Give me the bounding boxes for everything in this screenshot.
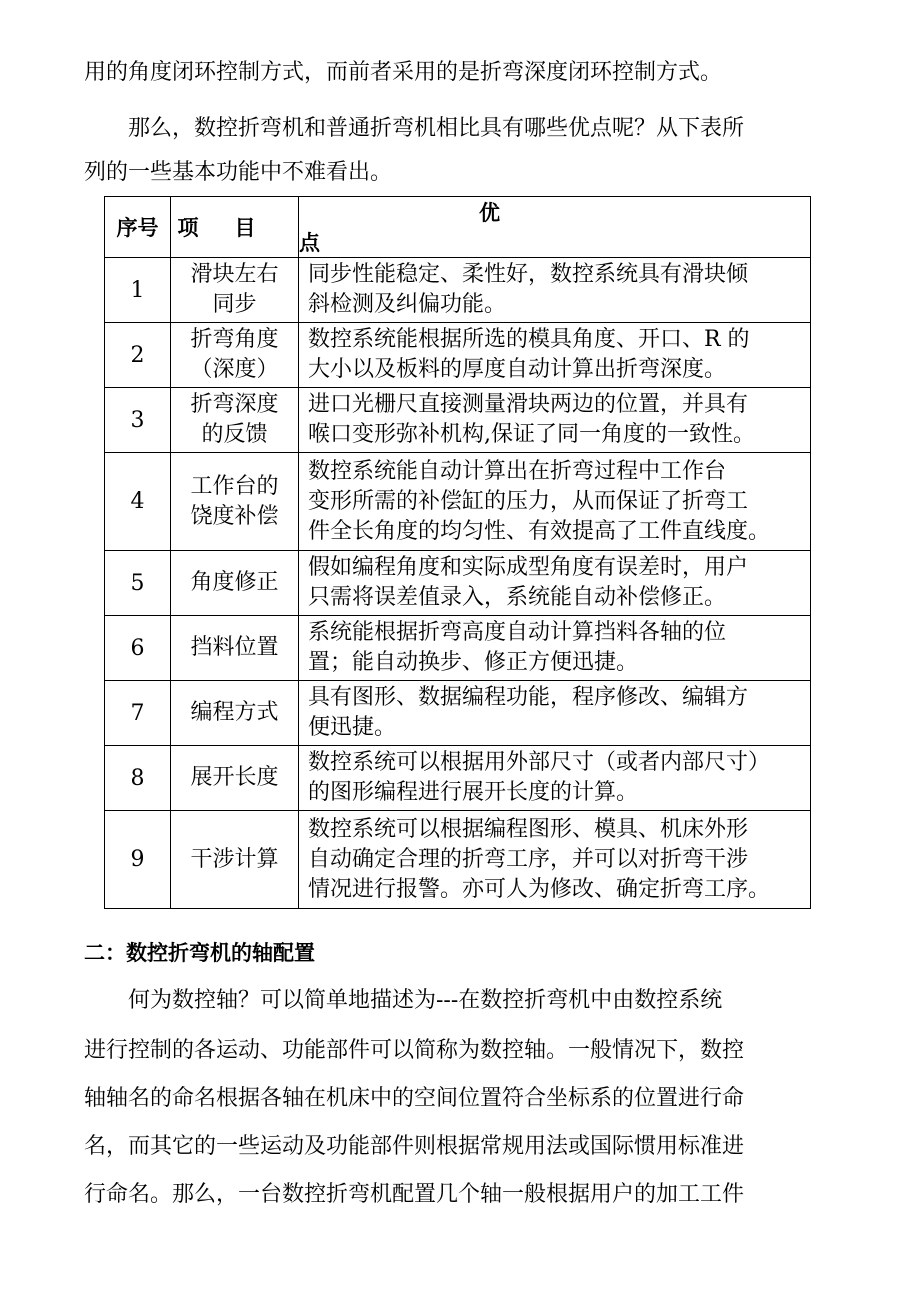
row-number: 6 [105, 616, 171, 681]
row-item-line: 折弯角度 [190, 327, 279, 352]
row-advantage [299, 551, 811, 616]
row-number: 2 [105, 323, 171, 388]
row-advantage-line: 的图形编程进行展开长度的计算。 [308, 780, 639, 805]
header-advantages [299, 197, 811, 258]
table-body [105, 258, 811, 909]
header-item [171, 197, 299, 258]
section-heading: 二：数控折弯机的轴配置 [84, 941, 315, 965]
row-item-line: 饶度补偿 [190, 503, 279, 529]
row-item [171, 616, 299, 681]
features-table [104, 196, 811, 909]
table-row [105, 258, 811, 323]
section-line-5: 行命名。那么，一台数控折弯机配置几个轴一般根据用户的加工工件 [84, 1182, 745, 1207]
row-number: 3 [105, 388, 171, 453]
table-row [105, 746, 811, 811]
row-item [171, 746, 299, 811]
table-header-row [105, 197, 811, 258]
row-item [171, 811, 299, 909]
row-number: 4 [105, 453, 171, 551]
row-item [171, 453, 299, 551]
row-advantage-line: 喉口变形弥补机构,保证了同一角度的一致性。 [308, 422, 755, 447]
row-item-line: 角度修正 [190, 570, 279, 595]
intro-line-2: 那么，数控折弯机和普通折弯机相比具有哪些优点呢？从下表所 [84, 116, 745, 141]
row-number: 5 [105, 551, 171, 616]
row-advantage-line: 数控系统可以根据编程图形、模具、机床外形 [308, 816, 749, 842]
row-item-line: 展开长度 [190, 765, 279, 790]
row-advantage-line: 件全长角度的均匀性、有效提高了工件直线度。 [308, 518, 771, 544]
row-item-line: （深度） [190, 357, 279, 382]
row-item-line: 折弯深度 [190, 392, 279, 417]
row-number: 8 [105, 746, 171, 811]
row-item [171, 681, 299, 746]
intro-line-3: 列的一些基本功能中不难看出。 [84, 160, 393, 185]
table-row [105, 811, 811, 909]
row-item [171, 551, 299, 616]
row-advantage-line: 数控系统能根据所选的模具角度、开口、R 的 [308, 327, 750, 352]
row-item-line: 滑块左右 [190, 262, 279, 287]
row-item-line: 的反馈 [201, 422, 268, 447]
row-advantage [299, 323, 811, 388]
row-number: 9 [105, 811, 171, 909]
row-item-line: 干涉计算 [190, 846, 279, 872]
row-number: 7 [105, 681, 171, 746]
row-advantage-line: 情况进行报警。亦可人为修改、确定折弯工序。 [308, 876, 771, 902]
row-item-line: 同步 [212, 292, 257, 317]
row-item [171, 323, 299, 388]
row-advantage-line: 数控系统可以根据用外部尺寸（或者内部尺寸） [308, 750, 771, 775]
table-row [105, 388, 811, 453]
row-advantage [299, 681, 811, 746]
row-advantage-line: 置；能自动换步、修正方便迅捷。 [308, 650, 639, 675]
row-advantage-line: 同步性能稳定、柔性好，数控系统具有滑块倾 [308, 262, 749, 287]
table-row [105, 453, 811, 551]
row-advantage [299, 258, 811, 323]
row-advantage [299, 616, 811, 681]
row-advantage-line: 大小以及板料的厚度自动计算出折弯深度。 [308, 357, 727, 382]
table-row [105, 681, 811, 746]
row-advantage [299, 746, 811, 811]
section-line-4: 名，而其它的一些运动及功能部件则根据常规用法或国际惯用标准进 [84, 1134, 745, 1159]
row-advantage [299, 388, 811, 453]
row-advantage-line: 只需将误差值录入，系统能自动补偿修正。 [308, 585, 727, 610]
row-item-line: 编程方式 [190, 700, 279, 725]
header-item-label: 项目 [177, 216, 292, 240]
table-row [105, 323, 811, 388]
row-advantage [299, 453, 811, 551]
row-advantage-line: 假如编程角度和实际成型角度有误差时，用户 [308, 555, 749, 580]
header-number: 序号 [105, 197, 171, 258]
section-line-2: 进行控制的各运动、功能部件可以简称为数控轴。一般情况下，数控 [84, 1038, 745, 1063]
intro-line-1: 用的角度闭环控制方式，而前者采用的是折弯深度闭环控制方式。 [84, 60, 723, 85]
row-advantage-line: 自动确定合理的折弯工序，并可以对折弯干涉 [308, 846, 749, 872]
row-advantage-line: 便迅捷。 [308, 715, 397, 740]
row-advantage [299, 811, 811, 909]
section-line-1: 何为数控轴？可以简单地描述为---在数控折弯机中由数控系统 [84, 988, 723, 1013]
table-row [105, 551, 811, 616]
row-advantage-line: 具有图形、数据编程功能，程序修改、编辑方 [308, 685, 749, 710]
header-advantages-label: 优点 [299, 201, 700, 255]
table-row [105, 616, 811, 681]
row-item [171, 258, 299, 323]
row-item-line: 工作台的 [190, 473, 279, 499]
row-advantage-line: 变形所需的补偿缸的压力，从而保证了折弯工 [308, 488, 749, 514]
row-advantage-line: 系统能根据折弯高度自动计算挡料各轴的位 [308, 620, 727, 645]
row-advantage-line: 斜检测及纠偏功能。 [308, 292, 507, 317]
row-item [171, 388, 299, 453]
row-number: 1 [105, 258, 171, 323]
row-advantage-line: 进口光栅尺直接测量滑块两边的位置，并具有 [308, 392, 749, 417]
section-line-3: 轴轴名的命名根据各轴在机床中的空间位置符合坐标系的位置进行命 [84, 1086, 745, 1111]
row-item-line: 挡料位置 [190, 635, 279, 660]
row-advantage-line: 数控系统能自动计算出在折弯过程中工作台 [308, 458, 727, 484]
